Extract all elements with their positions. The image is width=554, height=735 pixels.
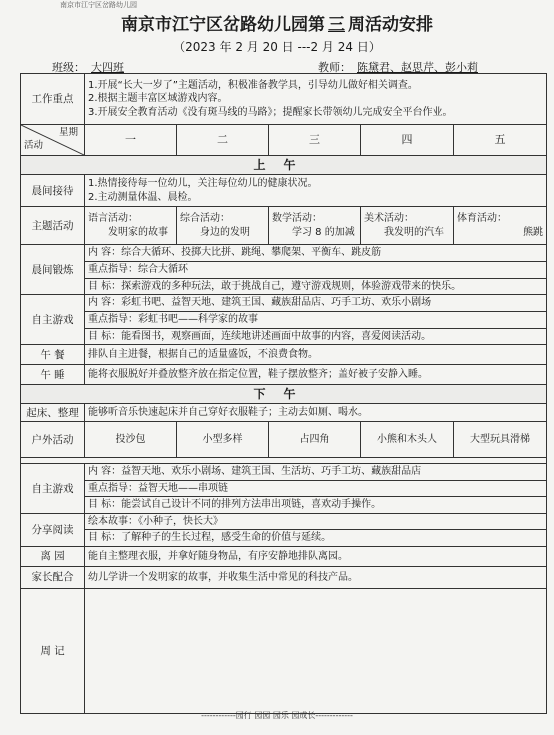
theme-subject: 数学活动： [272,213,322,225]
wakeup-row [21,404,547,422]
teacher-names: 陈黛君、赵思芹、彭小莉 [357,61,478,74]
exercise-content: 内 容：综合大循环、投掷大比拼、跳绳、攀爬架、平衡车、跳皮筋 [85,245,547,262]
reception-label: 晨间接待 [21,175,85,207]
focus-item: 1.开展“长大一岁了”主题活动，积极准备教学具，引导幼儿做好相关调查。 [88,79,418,91]
afternoon-header: 下午 [21,385,547,404]
lunch-label: 午 餐 [21,345,85,365]
weekday-monday: 一 [85,125,177,156]
focus-content [85,74,547,125]
class-name: 大四班 [91,61,124,74]
weekday-tuesday: 二 [177,125,269,156]
free-play-row [21,295,547,312]
schedule-table [20,73,547,714]
exercise-guide-row [21,262,547,279]
reception-content [85,175,547,207]
theme-activity: 熊跳 [523,226,544,238]
nap-label: 午 睡 [21,365,85,385]
theme-subject: 语言活动： [88,213,138,225]
theme-cell-thursday [361,207,454,245]
focus-item: 3.开展安全教育活动《没有斑马线的马路》；提醒家长带领幼儿完成安全平台作业。 [88,106,453,118]
page-title [0,10,554,35]
weekday-row [21,125,547,156]
free-play-label: 自主游戏 [21,295,85,345]
outdoor-thursday: 小熊和木头人 [361,422,454,458]
theme-subject: 体育活动： [457,213,507,225]
pm-free-play-content: 内 容：益智天地、欢乐小剧场、建筑王国、生活坊、巧手工坊、藏族甜品店 [85,464,547,481]
exercise-guide: 重点指导：综合大循环 [85,262,547,279]
share-reading-goal-row [21,530,547,547]
weekday-friday: 五 [454,125,547,156]
weekly-note-row [21,588,547,713]
theme-activity: 学习 8 的加减 [292,226,355,238]
page-footer: ------------园行 园园 园乐 园成长------------- [201,711,353,720]
theme-activity: 发明家的故事 [108,226,168,238]
exercise-goal-row [21,278,547,295]
afternoon-section-row [21,385,547,404]
focus-item: 2.根据主题丰富区域游戏内容。 [88,93,228,105]
outdoor-tuesday: 小型多样 [177,422,269,458]
pm-free-play-goal: 目 标：能尝试自己设计不同的排列方法串出项链，喜欢动手操作。 [85,497,547,514]
home-label: 家长配合 [21,566,85,588]
diagonal-header-cell [21,125,85,156]
theme-activity: 身边的发明 [200,226,250,238]
exercise-goal: 目 标：探索游戏的多种玩法，敢于挑战自己，遵守游戏规则，体验游戏带来的快乐。 [85,278,547,295]
home-row [21,566,547,588]
title-prefix: 南京市江宁区岔路幼儿园第 [121,15,325,35]
reception-row [21,175,547,207]
weekly-note-content [85,588,547,713]
weekday-thursday: 四 [361,125,454,156]
home-content: 幼儿学讲一个发明家的故事，并收集生活中常见的科技产品。 [85,566,547,588]
focus-row [21,74,547,125]
exercise-row [21,245,547,262]
share-reading-label: 分享阅读 [21,513,85,546]
theme-label: 主题活动 [21,207,85,245]
leave-row [21,546,547,566]
free-play-goal: 目 标：能看图书，观察画面，连续地讲述画面中故事的内容，喜爱阅读活动。 [85,328,547,345]
focus-label: 工作重点 [21,74,85,125]
outdoor-wednesday: 占四角 [269,422,361,458]
leave-label: 离 园 [21,546,85,566]
title-week: 三 [328,15,345,35]
theme-cell-friday [454,207,547,245]
share-reading-row [21,513,547,530]
wakeup-content: 能够听音乐快速起床并自己穿好衣服鞋子；主动去如厕、喝水。 [85,404,547,422]
class-label: 班级： [52,61,85,74]
free-play-goal-row [21,328,547,345]
reception-line: 2.主动测量体温、晨检。 [88,191,198,203]
outdoor-row [21,422,547,458]
pm-free-play-goal-row [21,497,547,514]
leave-content: 能自主整理衣服，并拿好随身物品，有序安静地排队离园。 [85,546,547,566]
free-play-content: 内 容：彩虹书吧、益智天地、建筑王国、藏族甜品店、巧手工坊、欢乐小剧场 [85,295,547,312]
theme-cell-wednesday [269,207,361,245]
pm-free-play-label: 自主游戏 [21,464,85,514]
theme-cell-monday [85,207,177,245]
weekday-header: 星期 [58,127,78,138]
pm-free-play-row [21,464,547,481]
date-range: （2023 年 2 月 20 日 ---2 月 24 日） [173,40,381,54]
title-suffix: 周活动安排 [348,15,433,35]
outdoor-monday: 投沙包 [85,422,177,458]
teacher-label: 教师： [318,61,351,74]
activity-header: 活动 [24,140,44,152]
pm-free-play-guide: 重点指导：益智天地——串项链 [85,480,547,497]
free-play-guide: 重点指导：彩虹书吧——科学家的故事 [85,312,547,329]
pm-free-play-guide-row [21,480,547,497]
share-reading-goal: 目 标：了解种子的生长过程，感受生命的价值与延续。 [85,530,547,547]
reception-line: 1.热情接待每一位幼儿，关注每位幼儿的健康状况。 [88,178,318,190]
outdoor-friday: 大型玩具滑梯 [454,422,547,458]
morning-section-row [21,156,547,175]
weekly-note-label: 周 记 [21,588,85,713]
theme-activity: 我发明的汽车 [384,226,444,238]
exercise-label: 晨间锻炼 [21,245,85,295]
morning-header: 上午 [21,156,547,175]
theme-row [21,207,547,245]
outdoor-label: 户外活动 [21,422,85,458]
theme-subject: 综合活动： [180,213,230,225]
nap-row [21,365,547,385]
nap-content: 能将衣服脱好并叠放整齐放在指定位置，鞋子摆放整齐；盖好被子安静入睡。 [85,365,547,385]
lunch-content: 排队自主进餐，根据自己的适量盛饭，不浪费食物。 [85,345,547,365]
document-header: 南京市江宁区岔路幼儿园 [60,1,137,9]
weekday-wednesday: 三 [269,125,361,156]
lunch-row [21,345,547,365]
theme-subject: 美术活动： [364,213,414,225]
theme-cell-tuesday [177,207,269,245]
share-reading-story: 绘本故事：《小种子，快长大》 [85,513,547,530]
free-play-guide-row [21,312,547,329]
wakeup-label: 起床、整理 [21,404,85,422]
